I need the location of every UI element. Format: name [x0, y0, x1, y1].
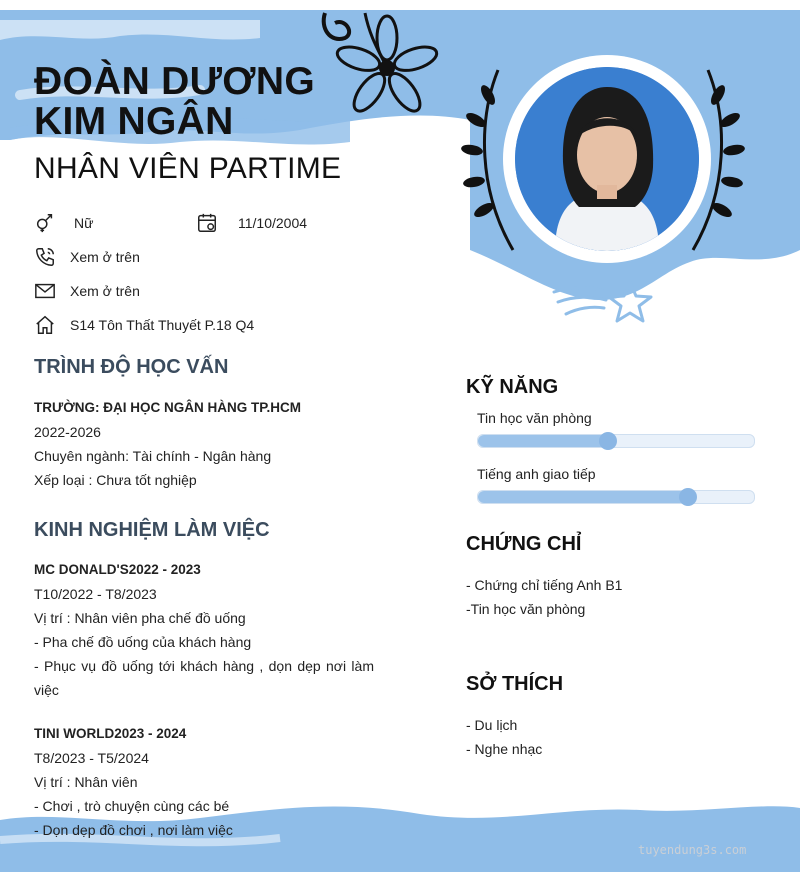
- calendar-icon: [196, 212, 218, 234]
- job-entry: [34, 722, 233, 842]
- email-value: Xem ở trên: [70, 283, 140, 299]
- hobby-item: - Du lịch: [466, 717, 518, 733]
- phone-row: [34, 246, 140, 268]
- job-duty: - Phục vụ đồ uống tới khách hàng , dọn dẹp nơi làm việc: [34, 658, 374, 698]
- address-row: [34, 314, 254, 336]
- skill-bar: [477, 490, 755, 504]
- job-period: T8/2023 - T5/2024: [34, 750, 149, 766]
- name-line-2: KIM NGÂN: [34, 100, 234, 143]
- job-position: Vị trí : Nhân viên pha chế đồ uống: [34, 610, 246, 626]
- education-block: [34, 396, 301, 492]
- school-name: TRƯỜNG: ĐẠI HỌC NGÂN HÀNG TP.HCM: [34, 400, 301, 415]
- certificates-heading: CHỨNG CHỈ: [466, 533, 582, 555]
- job-title: NHÂN VIÊN PARTIME: [34, 152, 342, 185]
- education-years: 2022-2026: [34, 424, 101, 440]
- skill-bar-fill: [478, 491, 688, 503]
- phone-value: Xem ở trên: [70, 249, 140, 265]
- certificates-list: [466, 573, 622, 621]
- job-duty: - Pha chế đồ uống của khách hàng: [34, 634, 252, 650]
- skill-bar-knob: [599, 432, 617, 450]
- skills-heading: KỸ NĂNG: [466, 376, 559, 398]
- job-heading: TINI WORLD2023 - 2024: [34, 726, 187, 741]
- profile-photo: [515, 67, 699, 251]
- certificate-item: -Tin học văn phòng: [466, 601, 586, 617]
- job-heading: MC DONALD'S2022 - 2023: [34, 562, 201, 577]
- job-period: T10/2022 - T8/2023: [34, 586, 157, 602]
- skill-bar-fill: [478, 435, 608, 447]
- gender-icon: [34, 212, 56, 234]
- education-rank: Xếp loại : Chưa tốt nghiệp: [34, 472, 197, 488]
- name-line-1: ĐOÀN DƯƠNG: [34, 60, 315, 103]
- skill-label: Tin học văn phòng: [477, 410, 592, 426]
- gender-value: Nữ: [74, 215, 94, 231]
- candidate-name: [34, 62, 315, 142]
- flower-doodle-icon: [315, 8, 445, 128]
- birthday-value: 11/10/2004: [238, 215, 308, 231]
- job-entry: [34, 558, 374, 702]
- skill-label: Tiếng anh giao tiếp: [477, 466, 596, 482]
- job-position: Vị trí : Nhân viên: [34, 774, 138, 790]
- education-heading: TRÌNH ĐỘ HỌC VẤN: [34, 356, 229, 378]
- email-row: [34, 280, 140, 302]
- hobby-item: - Nghe nhạc: [466, 741, 543, 757]
- skill-bar-knob: [679, 488, 697, 506]
- certificate-item: - Chứng chỉ tiếng Anh B1: [466, 577, 623, 593]
- job-duty: - Dọn dẹp đồ chơi , nơi làm việc: [34, 822, 233, 838]
- hobbies-list: [466, 713, 542, 761]
- experience-heading: KINH NGHIỆM LÀM VIỆC: [34, 519, 270, 541]
- skill-bar: [477, 434, 755, 448]
- gender-row: [34, 212, 93, 234]
- birthday-row: [196, 212, 307, 234]
- education-major: Chuyên ngành: Tài chính - Ngân hàng: [34, 448, 272, 464]
- watermark: tuyendung3s.com: [638, 843, 747, 857]
- home-icon: [34, 314, 56, 336]
- phone-icon: [34, 246, 56, 268]
- star-doodle-icon: [552, 278, 656, 328]
- envelope-icon: [34, 280, 56, 302]
- hobbies-heading: SỞ THÍCH: [466, 673, 564, 695]
- job-duty: - Chơi , trò chuyện cùng các bé: [34, 798, 230, 814]
- address-value: S14 Tôn Thất Thuyết P.18 Q4: [70, 317, 255, 333]
